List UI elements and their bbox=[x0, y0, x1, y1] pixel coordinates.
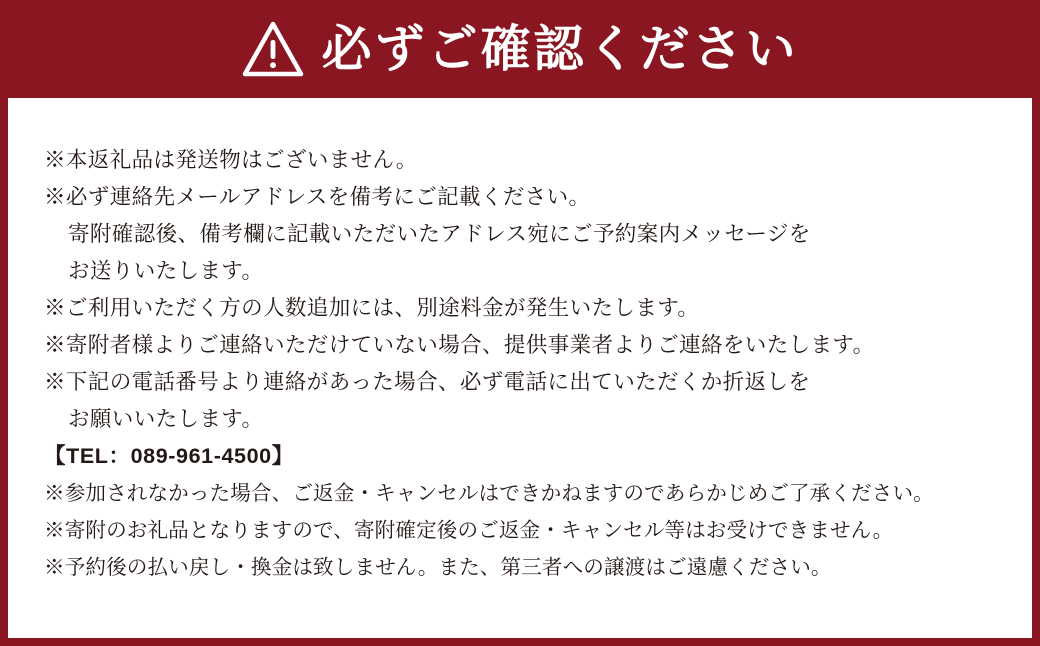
warning-triangle-icon bbox=[242, 20, 304, 78]
notice-line: ※寄附のお礼品となりますので、寄附確定後のご返金・キャンセル等はお受けできません。 bbox=[44, 519, 894, 542]
page-title: 必ずご確認ください bbox=[321, 21, 799, 77]
notice-line: 寄附確認後、備考欄に記載いただいたアドレス宛にご予約案内メッセージを bbox=[68, 222, 811, 246]
notice-text-block bbox=[44, 142, 996, 586]
notice-panel bbox=[8, 98, 1032, 638]
notice-line: お願いいたします。 bbox=[68, 407, 264, 431]
notice-line: ※必ず連絡先メールアドレスを備考にご記載ください。 bbox=[44, 185, 591, 209]
notice-line: ※下記の電話番号より連絡があった場合、必ず電話に出ていただくか折返しを bbox=[44, 370, 811, 394]
poster-header bbox=[0, 0, 1040, 98]
phone-number-line: 【TEL：089-961-4500】 bbox=[44, 444, 294, 468]
notice-line: ※ご利用いただく方の人数追加には、別途料金が発生いたします。 bbox=[44, 296, 700, 320]
notice-line: お送りいたします。 bbox=[68, 259, 264, 283]
notice-line: ※寄附者様よりご連絡いただけていない場合、提供事業者よりご連絡をいたします。 bbox=[44, 333, 875, 357]
notice-line: ※参加されなかった場合、ご返金・キャンセルはできかねますのであらかじめご了承ください。 bbox=[44, 482, 934, 505]
notice-line: ※予約後の払い戻し・換金は致しません。また、第三者への譲渡はご遠慮ください。 bbox=[44, 556, 832, 579]
notice-line: ※本返礼品は発送物はございません。 bbox=[44, 148, 418, 172]
